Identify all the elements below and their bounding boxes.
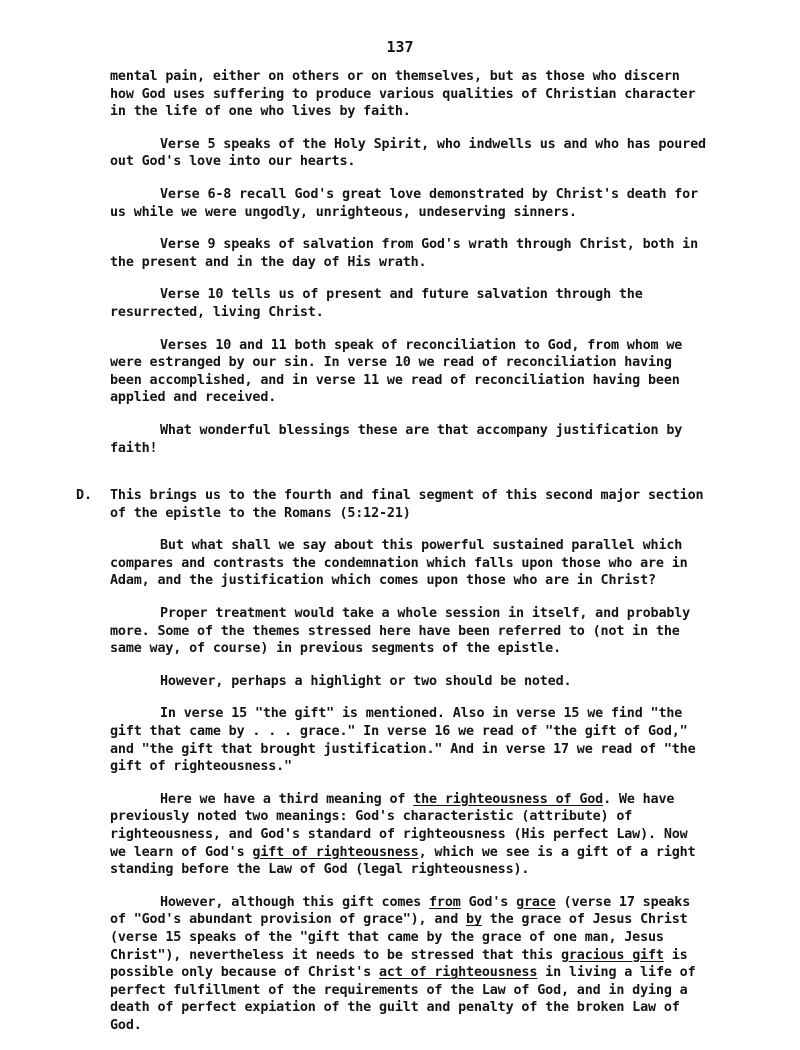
paragraph-gracious-gift xyxy=(110,894,710,1035)
underlined-phrase: gracious gift xyxy=(560,947,664,963)
section-marker: D. xyxy=(76,488,93,504)
paragraph-third-meaning xyxy=(110,791,710,879)
text-span: the grace of Jesus Christ (verse 15 speaks of the "gift that came by the grace of one man, Jesus Christ"), nevertheless it needs to be stressed that this xyxy=(110,912,688,963)
text-span: , which we see is a gift of a right standing before the Law of God (legal righteousness). xyxy=(110,844,696,878)
text-span: God's xyxy=(460,894,517,910)
section-d xyxy=(76,487,710,1034)
text-span: Here we have a third meaning of xyxy=(160,791,414,807)
paragraph-continuation: mental pain, either on others or on themselves, but as those who discern how God uses suffering to produce various qualities of Christian character in the life of one who lives by faith. xyxy=(110,69,696,120)
paragraph-blessings: What wonderful blessings these are that accompany justification by faith! xyxy=(110,422,683,456)
paragraph-proper-treatment: Proper treatment would take a whole session in itself, and probably more. Some of the themes stressed here have been referred to (not in the same way, of course) in previous segments of the epistle. xyxy=(110,606,691,657)
paragraph-verse-15-gift: In verse 15 "the gift" is mentioned. Also in verse 15 we find "the gift that came by . . . grace." In verse 16 we read of "the gift of God," and "the gift that brought justification." And in verse 17 we read of "the gift of righteousness." xyxy=(110,706,696,775)
underlined-phrase: grace xyxy=(516,894,556,910)
page-number: 137 xyxy=(386,38,414,56)
text-span: However, although this gift comes xyxy=(160,894,430,910)
text-span: is possible only because of Christ's xyxy=(110,947,688,981)
underlined-phrase: gift of righteousness xyxy=(252,844,419,860)
text-span: (verse 17 speaks of "God's abundant provision of grace"), and xyxy=(110,894,691,928)
paragraph-verses-6-8: Verse 6-8 recall God's great love demonstrated by Christ's death for us while we were ungodly, unrighteous, undeserving sinners. xyxy=(110,186,699,220)
paragraph-verse-10: Verse 10 tells us of present and future salvation through the resurrected, living Christ. xyxy=(110,287,643,320)
paragraph-highlight: However, perhaps a highlight or two should be noted. xyxy=(160,673,572,689)
paragraph-parallel: But what shall we say about this powerful sustained parallel which compares and contrasts the condemnation which falls upon those who are in Adam, and the justification which comes upon those who are in Christ? xyxy=(110,538,688,589)
text-span: . We have previously noted two meanings: God's characteristic (attribute) of righteousness, and God's standard of righteousness (His perfect Law). Now we learn of God's xyxy=(110,791,688,860)
section-heading: This brings us to the fourth and final segment of this second major section of the epistle to the Romans (5:12-21) xyxy=(110,488,704,521)
underlined-phrase: from xyxy=(429,894,461,910)
text-span: in living a life of perfect fulfillment of the requirements of the Law of God, and in dying a death of perfect expiation of the guilt and penalty of the broken Law of God. xyxy=(110,965,696,1033)
paragraph-verses-10-11: Verses 10 and 11 both speak of reconciliation to God, from whom we were estranged by our sin. In verse 10 we read of reconciliation having been accomplished, and in verse 11 we read of reconciliation having been applied and received. xyxy=(110,337,683,406)
underlined-phrase: the righteousness of God xyxy=(413,791,604,807)
underlined-phrase: by xyxy=(466,912,482,928)
paragraph-verse-5: Verse 5 speaks of the Holy Spirit, who indwells us and who has poured out God's love into our hearts. xyxy=(110,136,706,170)
paragraph-verse-9: Verse 9 speaks of salvation from God's wrath through Christ, both in the present and in the day of His wrath. xyxy=(110,237,699,270)
page-body xyxy=(76,68,710,1050)
underlined-phrase: act of righteousness xyxy=(379,965,538,981)
